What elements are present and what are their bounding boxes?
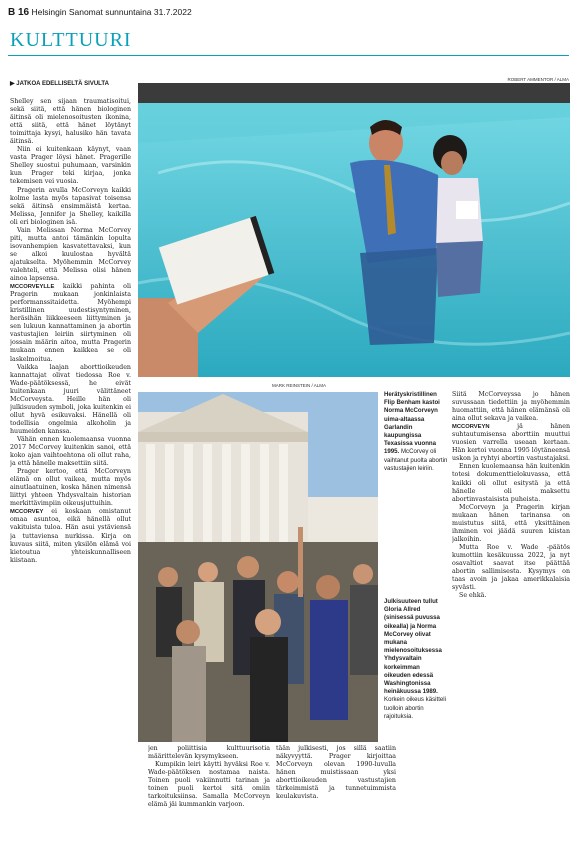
caption-bold: Julkisuuteen tullut Gloria Allred (sinisessä puvussa oikealla) ja Norma McCorvey olivat mukana mielenosoituksessa Yhdysvaltain korkeimman oikeuden edessä Washingtonissa heinäkuussa 1989.	[384, 598, 442, 696]
continued-text: JATKOA EDELLISELTÄ SIVULTA	[16, 81, 109, 87]
paragraph: Kumpikin leiri käytti hyväksi Roe v. Wade-päätöksen nostamaa naista. Toinen puoli vakiinnutti tarinan ja toinen puoli kertoi sitä omiin tarkoituksiinsa. Samalla McCorveyn elämä jäi kummankin varjoon.	[148, 761, 270, 809]
lead-word: MCCORVEY	[10, 509, 44, 516]
paragraph: Siitä McCorveyssa jo hänen suvussaan tiedettiin ja myöhemmin huomattiin, että hänen elämänsä oli aina ollut sekava ja vaikea.	[452, 391, 570, 423]
paragraph: Ennen kuolemaansa hän kuitenkin totesi dokumenttielokuvassa, että kaikki oli ollut esitystä ja että hänelle oli maksettu abortinvastaisista puheista.	[452, 463, 570, 503]
page-header	[8, 7, 570, 21]
lead-word: MCCORVEYLLE	[10, 284, 55, 291]
article-column-3	[276, 745, 396, 840]
section-divider	[8, 55, 569, 56]
photo-credit-middle: MARK REINSTEIN / ALMA	[272, 383, 327, 388]
caption-light: McCorvey oli vaihtanut puolta abortin vastustajien leiriin.	[384, 448, 448, 472]
paragraph: Mutta Roe v. Wade -päätös kumottiin kesäkuussa 2022, ja nyt osavaltiot saavat itse päättää abortin sallimisesta. Kysymys on taas avoin ja jakaa amerikkalaisia syvästi.	[452, 543, 570, 592]
paragraph: MCCORVEYN jä hänen suhtautumisensa aborttiin muuttui vuosien varrella useaan kertaan. Hän kertoi vuonna 1995 löytäneensä uskon ja ryhtyi abortin vastustajaksi.	[452, 423, 570, 463]
paragraph: Se ehkä.	[459, 592, 487, 600]
paragraph: tään julkisesti, jos sillä saatiin näkyvyyttä. Prager kirjoittaa McCorveyn olevan 1990-luvulla hänen muistissaan yksi aborttioikeuden vastustajien tärkeimmistä ja tunnetuimmista keulakuvista.	[276, 745, 396, 801]
paragraph: Vaikka laajan aborttioikeuden kannattajat olivat tiedossa Roe v. Wade-päätöksessä, he eivät kuitenkaan juuri välittäneet McCorveysta. Heille hän oli julkisuuden symboli, joka kuitenkin ei ollut hyvä esikuvaksi. Hänellä oli todellisia ongelmia alkoholin ja huumeiden kanssa.	[10, 363, 131, 435]
arrow-icon: ▶	[10, 81, 17, 87]
section-title: KULTTUURI	[10, 29, 132, 51]
caption-supreme-court	[384, 598, 448, 721]
paragraph: Niin ei kuitenkaan käynyt, vaan vasta Prager löysi hänet. Pragerille Shelley suostui puhumaan, varsinkin kun Prager teki kirjaa, jonka tekemisen vei vuosia.	[10, 146, 131, 186]
paragraph: MCCORVEYLLE kaikki pahinta oli Pragerin mukaan jonkinlaista performanssitaidetta. Myöhempi kristillinen uudestisyntyminen, heräsihän liikkeeseen liittyminen ja sen lukuun kannattaminen ja abortin vastustajien leiriin siirtyminen oli jossain määrin aitoa, mutta Pragerin mukaan ennen kaikkea se oli laskelmoitua.	[10, 283, 131, 363]
paragraph: MCCORVEY ei koskaan omistanut omaa asuntoa, eikä hänellä ollut vakituista tuloa. Hän asui ystäviensä ja tuttaviensa nurkissa. Kirja on kuvaus siitä, miten yksilön elämä voi kietoutua yhteiskunnalliseen kiistaan.	[10, 508, 131, 564]
paragraph: Vähän ennen kuolemaansa vuonna 2017 McCorvey kuitenkin sanoi, että koko ajan vaihtoehtona oli ollut raha, ja että hänelle maksettiin siitä.	[10, 435, 131, 468]
paragraph: Vain Melissan Norma McCorvey piti, mutta antoi tämänkin lopulta isovanhempien kasvatettavaksi, kun se alkoi kuulostaa hyvältä ajatukselta. Myöhemmin McCorvey valehteli, että Melissa olisi hänen ainoa lapsensa.	[10, 226, 131, 283]
paragraph: Prager kertoo, että McCorveyn elämä on ollut vaikea, mutta myös ainutlaatuinen, koska hänen nimensä liittyi yhteen Yhdysvaltain historian merkittävimpiin oikeusjuttuihin.	[10, 468, 131, 508]
article-column-1	[10, 98, 131, 838]
paper-date: Helsingin Sanomat sunnuntaina 31.7.2022	[31, 7, 192, 17]
caption-light: Korkein oikeus käsitteli tuolloin abortin rajoituksia.	[384, 696, 446, 720]
baptism-image	[138, 83, 570, 377]
supreme-court-image	[138, 392, 378, 742]
lead-word: MCCORVEYN	[452, 424, 490, 431]
article-column-4	[452, 391, 570, 839]
paragraph: Shelley sen sijaan traumatisoitui, sekä siitä, että hänen biologinen äitinsä oli mielenosoitusten ikonina, että siitä, että hänet löytänyt toimittaja kysyi, halusiko hän tavata äitinsä.	[10, 98, 131, 146]
caption-bold: Herätyskristillinen Flip Benham kastoi Norma McCorveyn uima-altaassa Garlandin kaupungissa Texasissa vuonna 1995.	[384, 391, 440, 456]
photo-supreme-court	[138, 392, 378, 742]
paragraph: jen poliittisia kulttuurisotia määrittelevän kysymykseen.	[148, 745, 270, 761]
page-number: B 16	[8, 7, 30, 18]
paragraph: McCorveyn ja Pragerin kirjan mukaan hänen tarinansa on muistutus siitä, että yksittäinen ihminen voi jäädä suuren kiistan jalkoihin.	[452, 503, 570, 543]
article-column-2	[148, 745, 270, 840]
continued-label	[10, 80, 109, 87]
photo-credit-top: ROBERT AMMENTOR / ALMA	[507, 77, 569, 82]
caption-baptism	[384, 391, 448, 473]
paragraph: Pragerin avulla McCorveyn kaikki kolme lasta myös tapasivat toisensa sekä äitinsä ensimmäistä kertaa. Melissa, Jennifer ja Shelley, kaikilla oli eri biologinen isä.	[10, 186, 131, 226]
photo-baptism	[138, 83, 570, 377]
